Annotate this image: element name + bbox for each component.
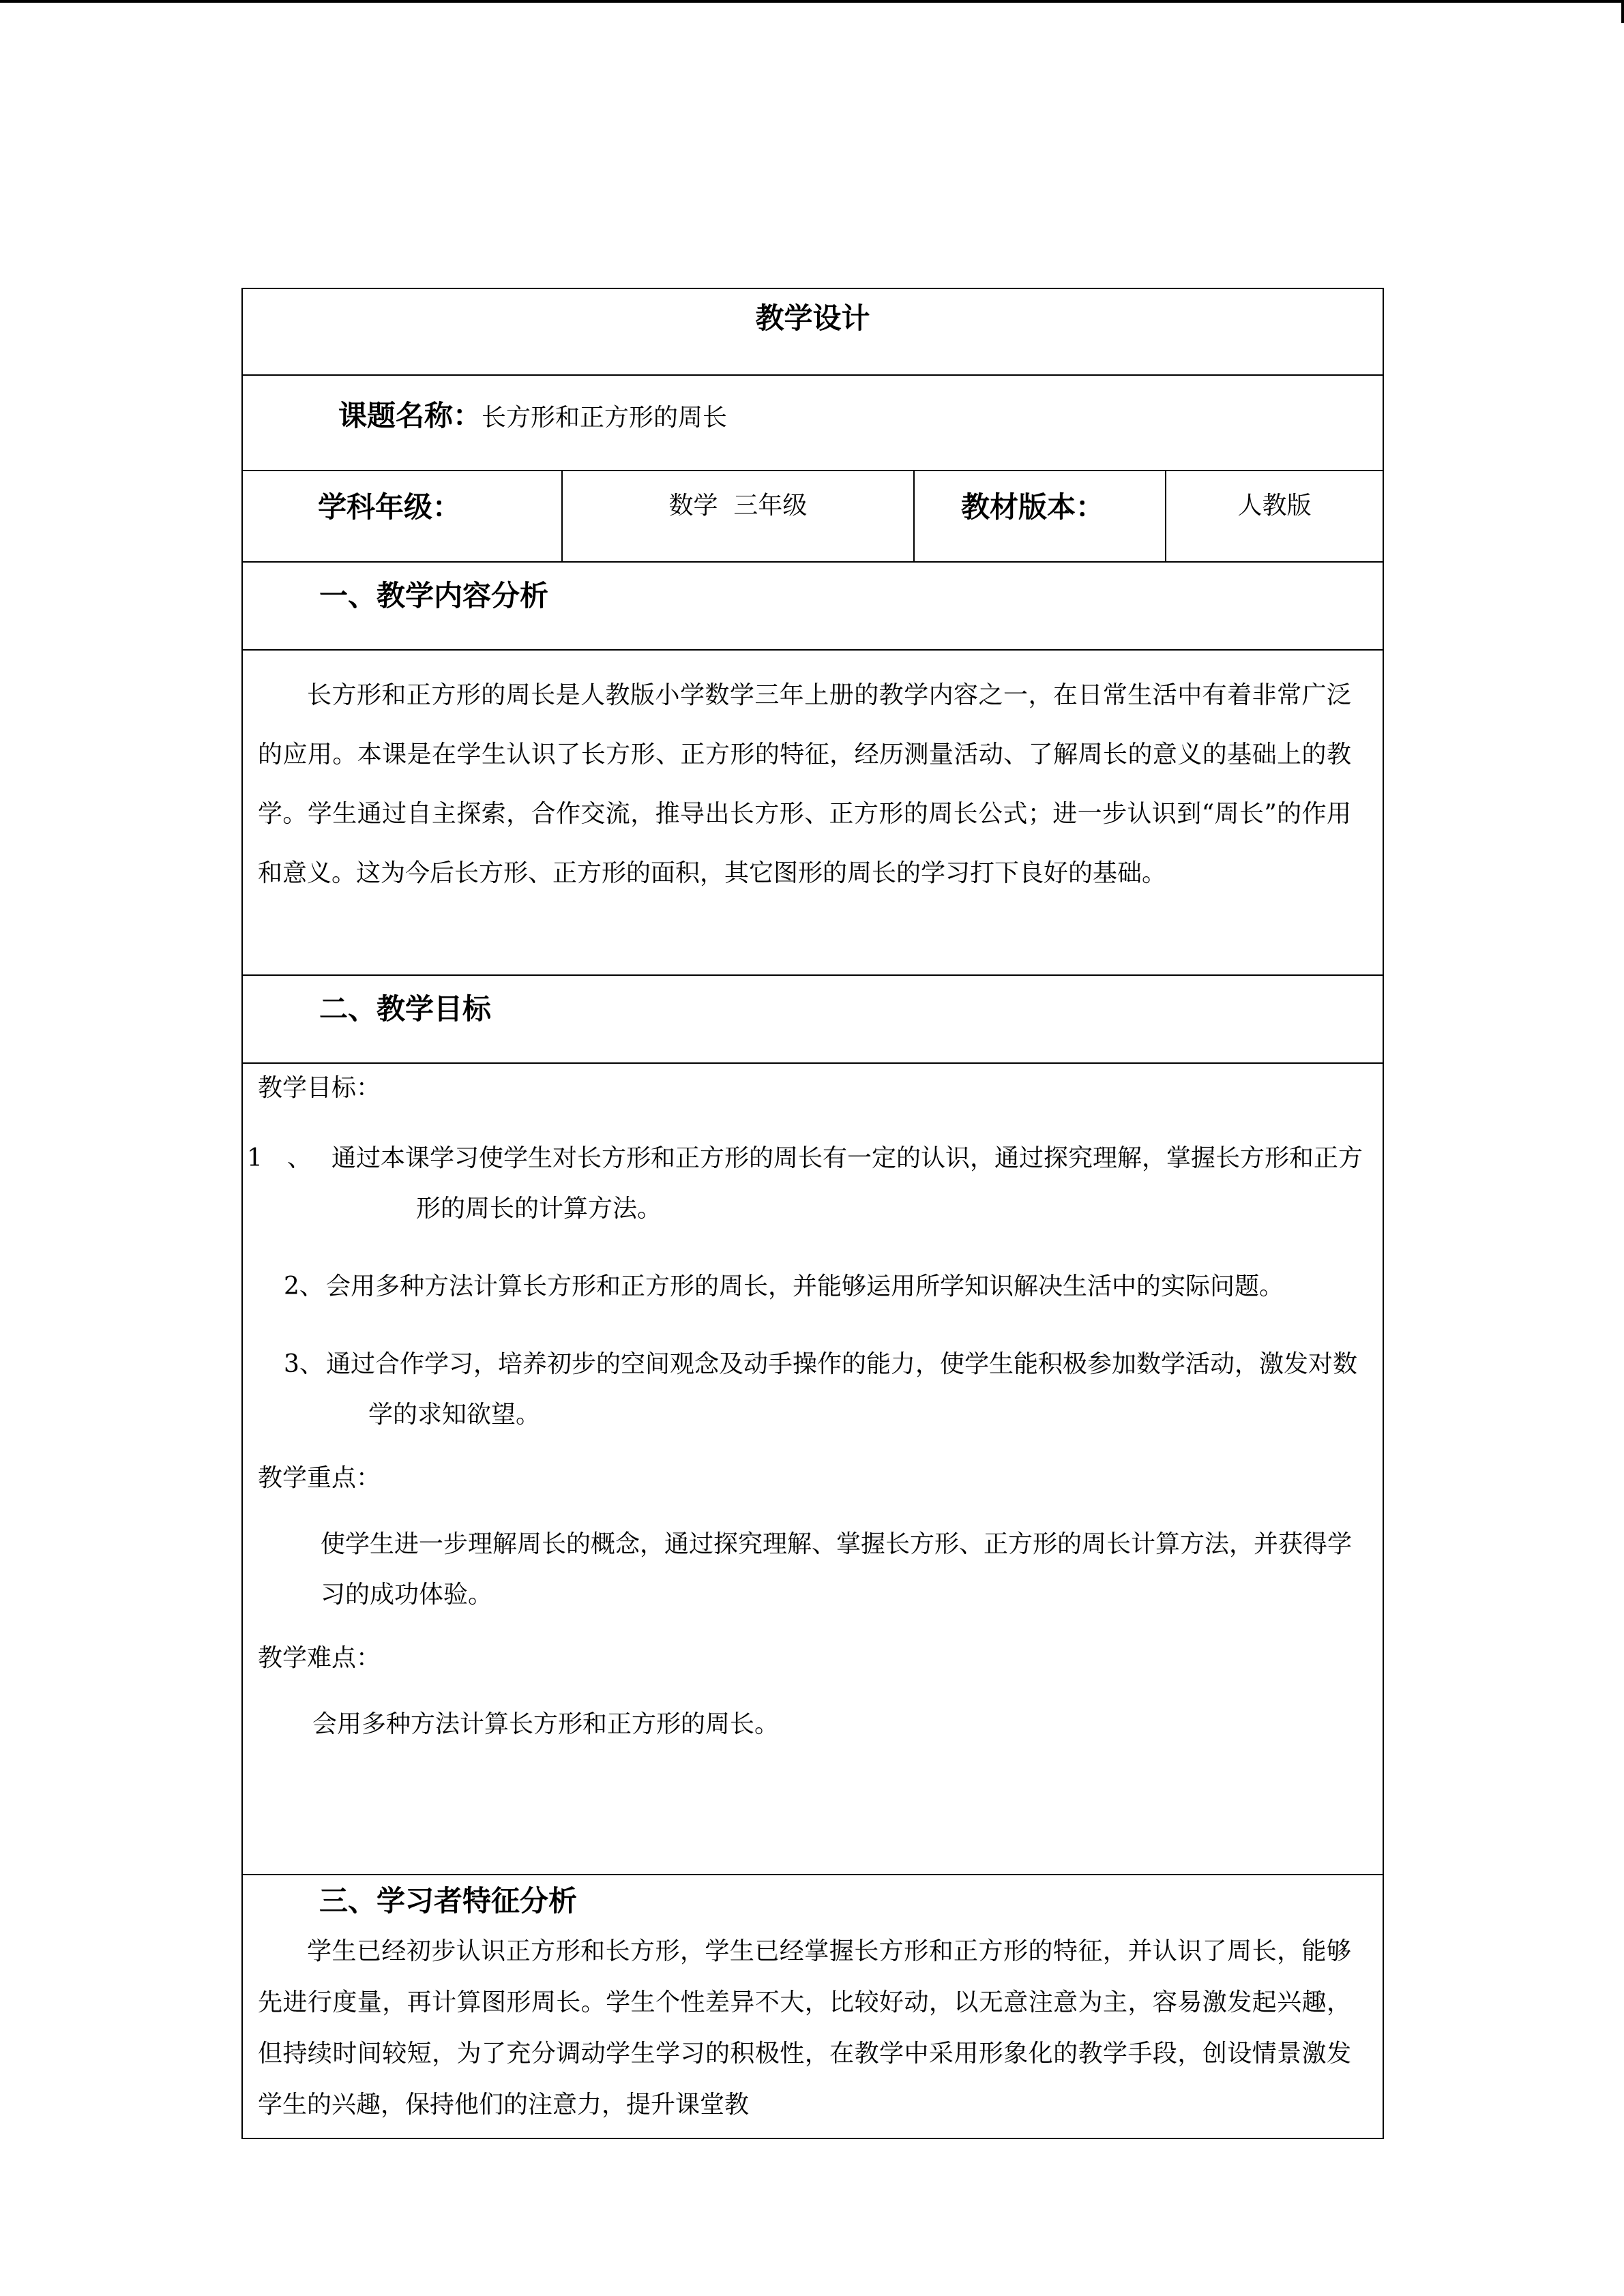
textbook-label: 教材版本： [914,471,1166,562]
section-heading-objectives: 二、教学目标 [242,975,1383,1063]
learner-analysis-cell [242,1875,1383,2138]
objectives-label: 教学目标： [258,1074,381,1102]
topic-label: 课题名称： [338,399,482,432]
objective-text: 通过合作学习，培养初步的空间观念及动手操作的能力，使学生能积极参加数学活动，激发对数学的求知欲望。 [326,1350,1358,1429]
topic-value: 长方形和正方形的周长 [482,404,728,432]
textbook-value: 人教版 [1166,471,1383,562]
objective-item-3: 3、通过合作学习，培养初步的空间观念及动手操作的能力，使学生能积极参加数学活动，激发对数学的求知欲望。 [284,1350,1358,1429]
key-point-label: 教学重点： [258,1464,381,1492]
content-analysis-cell [242,650,1383,975]
subject-value: 数学 三年级 [562,471,914,562]
learner-analysis-text: 学生已经初步认识正方形和长方形，学生已经掌握长方形和正方形的特征，并认识了周长，能够先进行度量，再计算图形周长。学生个性差异不大，比较好动，以无意注意为主，容易激发起兴趣，但持续时间较短，为了充分调动学生学习的积极性，在教学中采用形象化的教学手段，创设情景激发学生的兴趣，保持他们的注意力，提升课堂教 [258,1937,1352,2119]
page-corner-mark [1621,0,1624,23]
section-heading-learner-analysis: 三、学习者特征分析 [319,1884,578,1918]
objective-item-2: 2、会用多种方法计算长方形和正方形的周长，并能够运用所学知识解决生活中的实际问题。 [284,1272,1284,1300]
section-heading-content-analysis: 一、教学内容分析 [242,562,1383,650]
difficulty-label: 教学难点： [258,1644,381,1672]
lesson-design-table [241,288,1384,2139]
subject-label: 学科年级： [242,471,562,562]
objective-text: 会用多种方法计算长方形和正方形的周长，并能够运用所学知识解决生活中的实际问题。 [326,1272,1284,1300]
topic-row [242,375,1383,471]
objectives-cell [242,1063,1383,1875]
document-title: 教学设计 [242,288,1383,375]
page-top-border [0,0,1624,3]
key-point-text: 使学生进一步理解周长的概念，通过探究理解、掌握长方形、正方形的周长计算方法，并获得学习的成功体验。 [321,1530,1353,1609]
objective-text: 通过本课学习使学生对长方形和正方形的周长有一定的认识，通过探究理解，掌握长方形和正方形的周长的计算方法。 [331,1144,1363,1223]
difficulty-text: 会用多种方法计算长方形和正方形的周长。 [312,1710,780,1738]
objective-item-1: 1 、 通过本课学习使学生对长方形和正方形的周长有一定的认识，通过探究理解，掌握长方形和正方形的周长的计算方法。 [247,1144,1363,1223]
content-analysis-text: 长方形和正方形的周长是人教版小学数学三年上册的教学内容之一，在日常生活中有着非常广泛的应用。本课是在学生认识了长方形、正方形的特征，经历测量活动、了解周长的意义的基础上的教学。学生通过自主探索，合作交流，推导出长方形、正方形的周长公式；进一步认识到“周长”的作用和意义。这为今后长方形、正方形的面积，其它图形的周长的学习打下良好的基础。 [258,681,1352,887]
